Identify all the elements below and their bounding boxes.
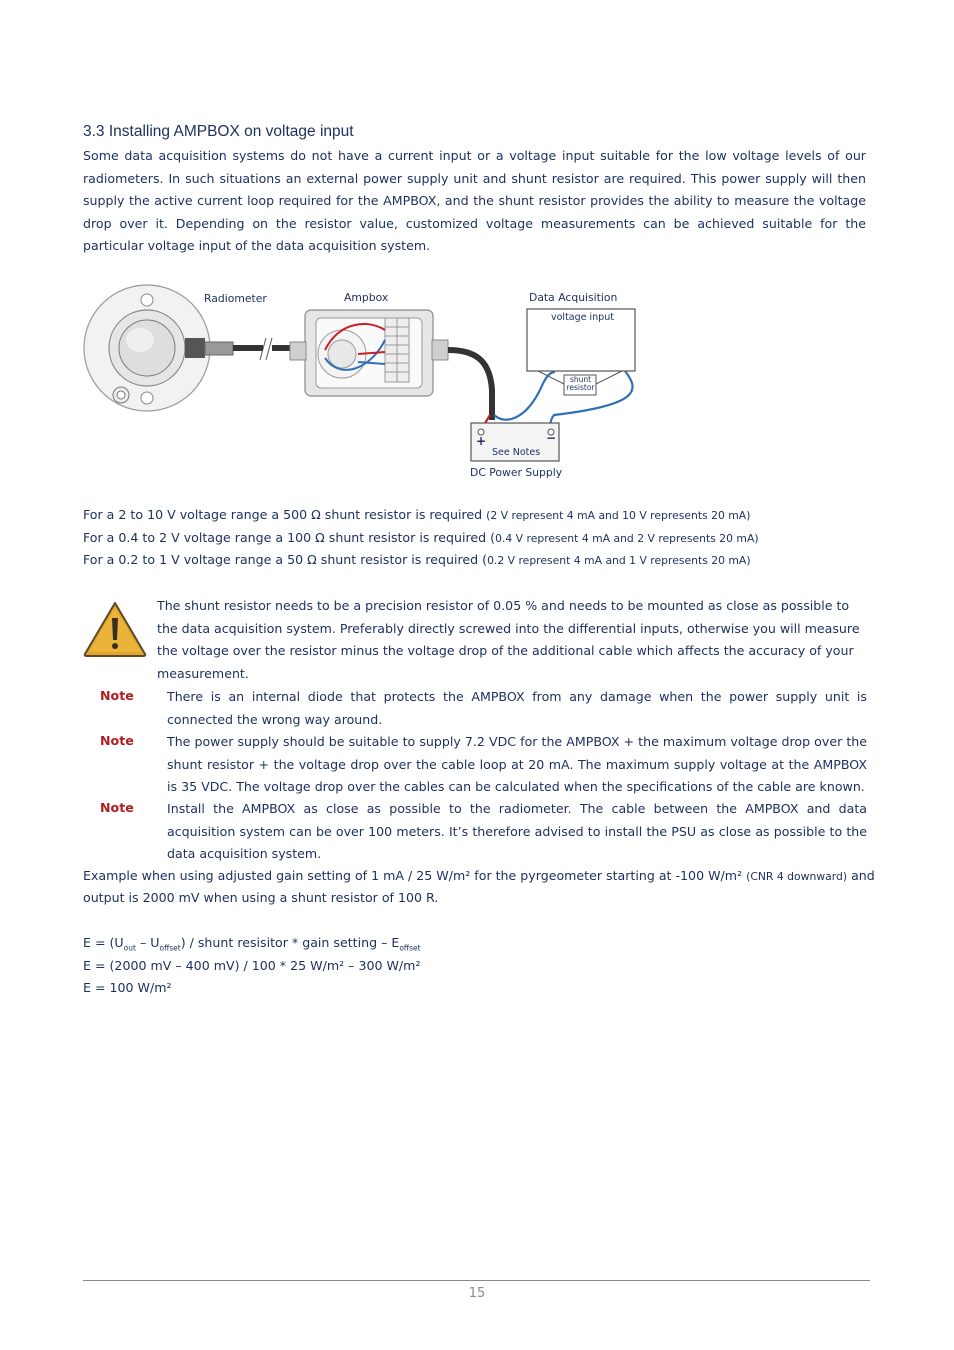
note-label-1: Note [100,688,134,703]
warning-text: The shunt resistor needs to be a precision resistor of 0.05 % and needs to be mounted as close as possible to the data acquisition system. Preferably directly screwed into the differential inputs, otherwise you will measure the voltage over the resistor minus the voltage drop of the additional cable which affects the accuracy of your measurement. [157,598,860,681]
label-data-acquisition: Data Acquisition [529,291,618,304]
example-line-2: output is 2000 mV when using a shunt resistor of 100 R. [83,890,439,905]
psu-minus-sign: − [546,431,557,445]
range-line-1: For a 2 to 10 V voltage range a 500 Ω shunt resistor is required (2 V represent 4 mA and 10 V represents 20 mA) [83,507,751,522]
label-shunt-resistor: shunt resistor [566,375,595,392]
note-text-3: Install the AMPBOX as close as possible to the radiometer. The cable between the AMPBOX and data acquisition system can be over 100 meters. It’s therefore advised to install the PSU as close as possible to the data acquisition system. [167,801,867,862]
label-dc-power-supply: DC Power Supply [470,466,563,479]
note-label-3: Note [100,800,134,815]
equation-result: E = 100 W/m² [83,980,172,995]
warning-icon [82,600,148,658]
radiometer-drawing [84,285,300,411]
page-number: 15 [468,1286,486,1301]
label-voltage-input: voltage input [551,312,614,323]
wiring-diagram [80,280,650,490]
label-radiometer: Radiometer [204,292,267,305]
label-see-notes: See Notes [492,447,541,458]
equation-substituted: E = (2000 mV – 400 mV) / 100 * 25 W/m² – 300 W/m² [83,958,421,973]
intro-paragraph: Some data acquisition systems do not have a current input or a voltage input suitable for the low voltage levels of our radiometers. In such situations an external power supply unit and shunt resistor are required. This power supply will then supply the active current loop required for the AMPBOX, and the shunt resistor provides the ability to measure the voltage drop over it. Depending on the resistor value, customized voltage measurements can be achieved suitable for the particular voltage input of the data acquisition system. [83,148,866,254]
note-label-2: Note [100,733,134,748]
ampbox-drawing [290,310,448,396]
note-text-2: The power supply should be suitable to supply 7.2 VDC for the AMPBOX + the maximum voltage drop over the shunt resistor + the voltage drop over the cable loop at 20 mA. The maximum supply voltage at the AMPBOX is 35 VDC. The voltage drop over the cables can be calculated when the specifications of the cable are known. [167,734,867,795]
section-title: 3.3 Installing AMPBOX on voltage input [83,123,354,140]
example-line-1: Example when using adjusted gain setting of 1 mA / 25 W/m² for the pyrgeometer starting at -100 W/m² (CNR 4 downward) and [83,868,875,883]
psu-plus-sign: + [476,434,487,448]
equation-formula: $E = (U_{out} - U_{offset})$ / shunt resisitor * gain setting – $E_{offset}$ [83,935,421,953]
range-line-2: For a 0.4 to 2 V voltage range a 100 Ω shunt resistor is required (0.4 V represent 4 mA and 2 V represents 20 mA) [83,530,759,545]
note-text-1: There is an internal diode that protects the AMPBOX from any damage when the power supply unit is connected the wrong way around. [167,689,867,727]
footer-rule [83,1280,870,1281]
label-ampbox: Ampbox [344,291,389,304]
range-line-3: For a 0.2 to 1 V voltage range a 50 Ω shunt resistor is required (0.2 V represent 4 mA and 1 V represents 20 mA) [83,552,751,567]
